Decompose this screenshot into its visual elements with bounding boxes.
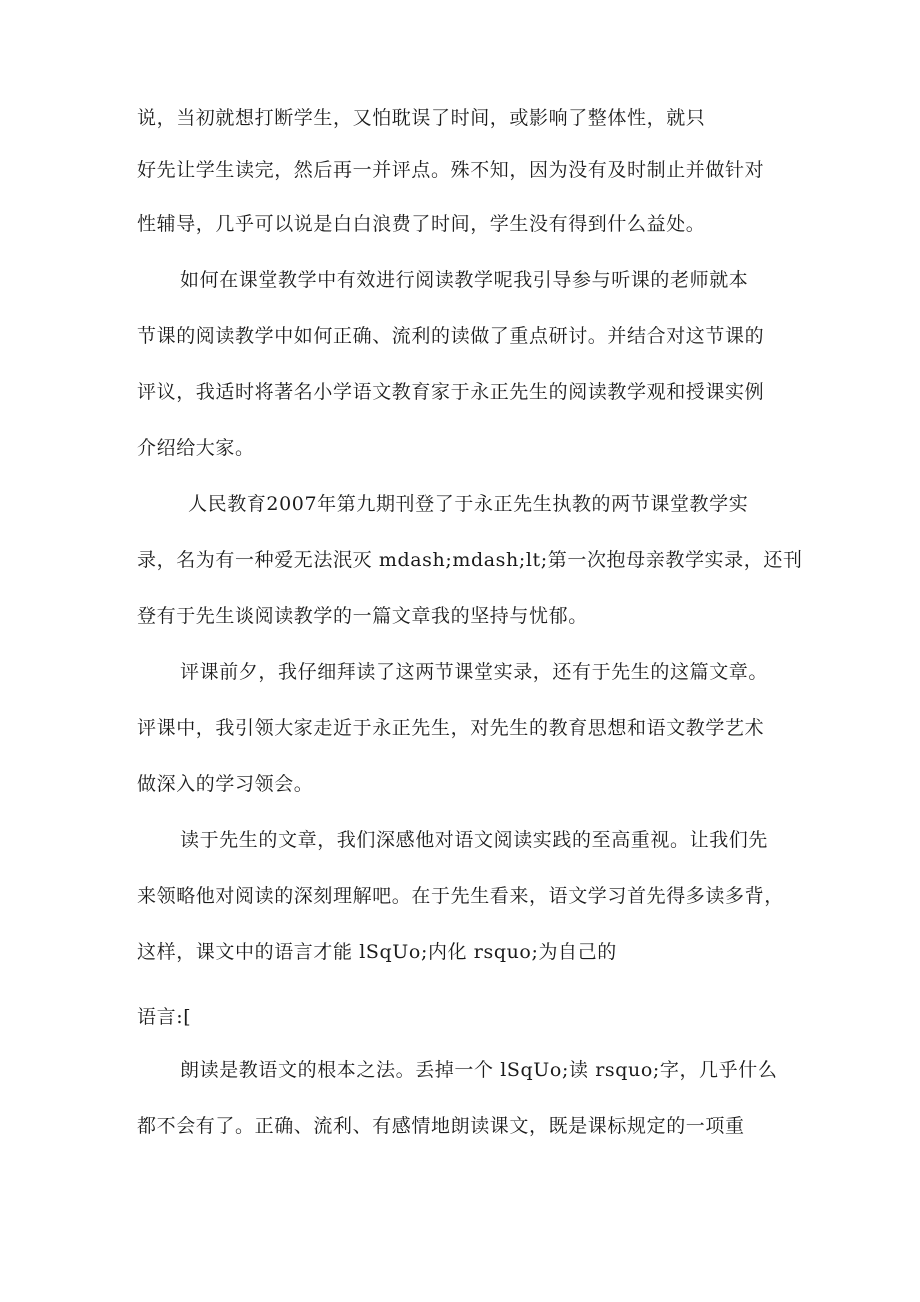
text-line-17: 语言:[ [137, 1006, 192, 1028]
text-line-6: 评议，我适时将著名小学语文教育家于永正先生的阅读教学观和授课实例 [137, 381, 765, 403]
text-line-19: 都不会有了。正确、流利、有感情地朗读课文，既是课标规定的一项重 [137, 1115, 745, 1137]
text-line-3: 性辅导，几乎可以说是白白浪费了时间，学生没有得到什么益处。 [137, 213, 706, 235]
text-line-11: 评课前夕，我仔细拜读了这两节课堂实录，还有于先生的这篇文章。 [180, 661, 769, 683]
text-line-12: 评课中，我引领大家走近于永正先生，对先生的教育思想和语文教学艺术 [137, 717, 765, 739]
text-line-14: 读于先生的文章，我们深感他对语文阅读实践的至高重视。让我们先 [180, 829, 769, 851]
text-line-13: 做深入的学习领会。 [137, 773, 314, 795]
text-line-4: 如何在课堂教学中有效进行阅读教学呢我引导参与听课的老师就本 [180, 269, 749, 291]
text-line-18: 朗读是教语文的根本之法。丢掉一个 lSqUo;读 rsquo;字，几乎什么 [180, 1059, 778, 1081]
text-line-15: 来领略他对阅读的深刻理解吧。在于先生看来，语文学习首先得多读多背， [137, 885, 784, 907]
text-line-7: 介绍给大家。 [137, 437, 255, 459]
text-line-8: 人民教育2007年第九期刊登了于永正先生执教的两节课堂教学实 [188, 493, 749, 515]
text-line-5: 节课的阅读教学中如何正确、流利的读做了重点研讨。并结合对这节课的 [137, 325, 765, 347]
text-line-1: 说，当初就想打断学生，又怕耽误了时间，或影响了整体性，就只 [137, 107, 706, 129]
text-line-10: 登有于先生谈阅读教学的一篇文章我的坚持与忧郁。 [137, 605, 588, 627]
text-line-16: 这样，课文中的语言才能 lSqUo;内化 rsquo;为自己的 [137, 941, 617, 963]
text-line-9: 录，名为有一种爱无法泯灭 mdash;mdash;lt;第一次抱母亲教学实录，还刊 [137, 549, 803, 571]
text-line-2: 好先让学生读完，然后再一并评点。殊不知，因为没有及时制止并做针对 [137, 159, 765, 181]
